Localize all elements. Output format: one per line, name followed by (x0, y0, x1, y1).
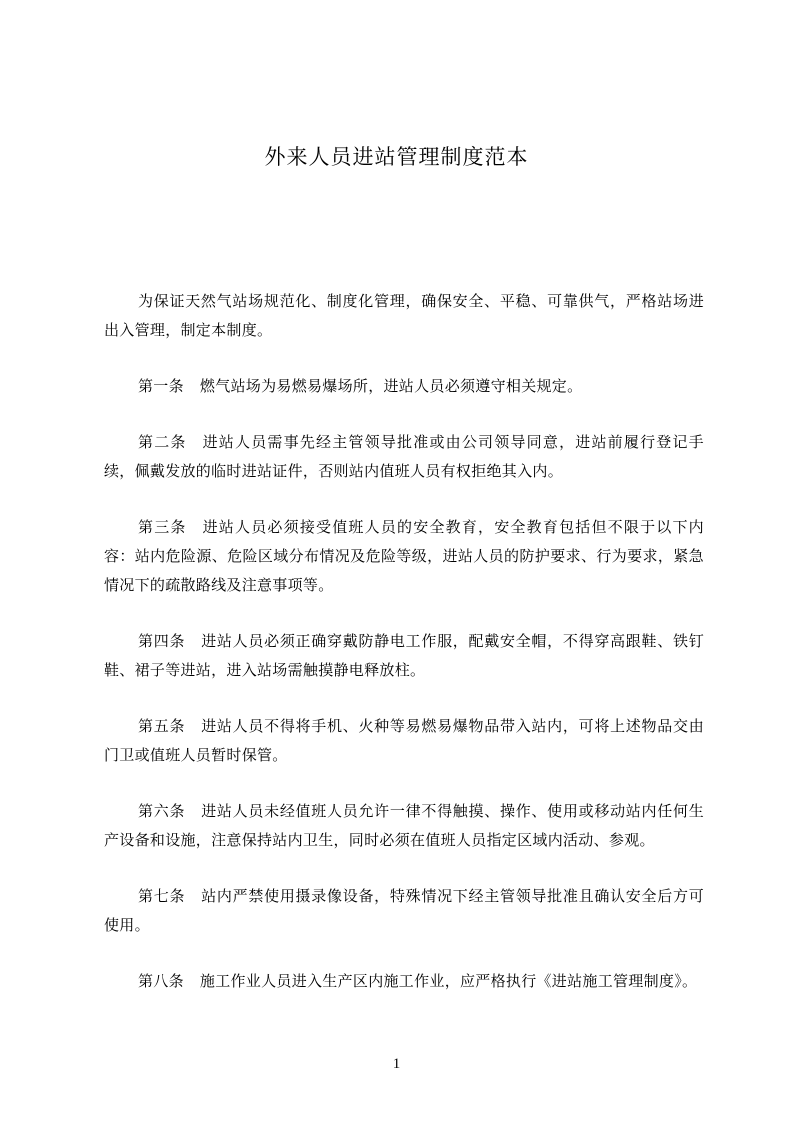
article-6 (104, 797, 704, 855)
article-2 (104, 428, 704, 486)
article-label: 第五条 (138, 717, 186, 735)
article-label: 第一条 (138, 377, 184, 395)
article-4 (104, 627, 704, 685)
article-label: 第七条 (138, 887, 186, 905)
article-label: 第八条 (138, 972, 184, 990)
document-title: 外来人员进站管理制度范本 (264, 145, 529, 169)
article-1 (104, 372, 704, 401)
page-number: 1 (392, 1056, 401, 1072)
article-text: 燃气站场为易燃易爆场所，进站人员必须遵守相关规定。 (199, 377, 583, 395)
article-label: 第二条 (138, 433, 187, 451)
article-5 (104, 712, 704, 770)
article-text: 进站人员必须接受值班人员的安全教育，安全教育包括但不限于以下内容：站内危险源、危险区域分布情况及危险等级，进站人员的防护要求、行为要求，紧急情况下的疏散路线及注意事项等。 (104, 518, 704, 594)
intro-paragraph: 为保证天然气站场规范化、制度化管理，确保安全、平稳、可靠供气，严格站场进出入管理，制定本制度。 (104, 292, 704, 339)
article-label: 第三条 (138, 518, 187, 536)
article-label: 第四条 (138, 632, 186, 650)
article-8 (104, 967, 704, 996)
article-text: 站内严禁使用摄录像设备，特殊情况下经主管领导批准且确认安全后方可使用。 (104, 887, 704, 934)
document-body (104, 287, 704, 1023)
article-text: 进站人员需事先经主管领导批准或由公司领导同意，进站前履行登记手续，佩戴发放的临时进站证件，否则站内值班人员有权拒绝其入内。 (104, 433, 704, 480)
article-text: 施工作业人员进入生产区内施工作业，应严格执行《进站施工管理制度》。 (199, 972, 698, 990)
article-7 (104, 882, 704, 940)
article-label: 第六条 (138, 802, 186, 820)
article-text: 进站人员不得将手机、火种等易燃易爆物品带入站内，可将上述物品交由门卫或值班人员暂时保管。 (104, 717, 704, 764)
article-text: 进站人员必须正确穿戴防静电工作服，配戴安全帽，不得穿高跟鞋、铁钉鞋、裙子等进站，进入站场需触摸静电释放柱。 (104, 632, 704, 679)
article-text: 进站人员未经值班人员允许一律不得触摸、操作、使用或移动站内任何生产设备和设施，注意保持站内卫生，同时必须在值班人员指定区域内活动、参观。 (104, 802, 704, 849)
article-3 (104, 513, 704, 600)
